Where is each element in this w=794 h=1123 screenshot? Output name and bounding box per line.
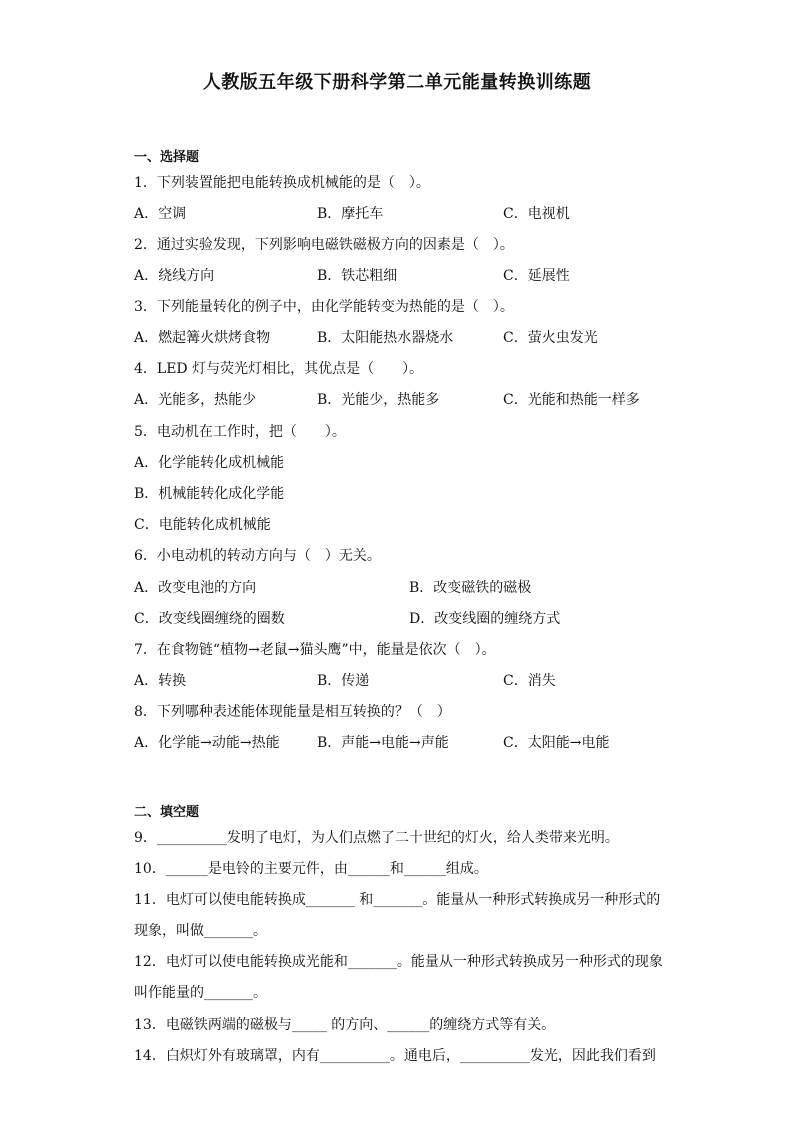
question-2-option-c: C．延展性 xyxy=(503,268,570,284)
question-14-line-1: 14．白炽灯外有玻璃罩，内有__________。通电后，__________发光，因此我们看到 xyxy=(134,1048,656,1064)
question-6-stem: 6．小电动机的转动方向与（ ）无关。 xyxy=(134,548,381,564)
question-3-stem: 3．下列能量转化的例子中，由化学能转变为热能的是（ ）。 xyxy=(134,299,514,315)
page-title: 人教版五年级下册科学第二单元能量转换训练题 xyxy=(202,72,592,93)
question-4-option-a: A．光能多，热能少 xyxy=(134,392,257,408)
question-3-option-c: C．萤火虫发光 xyxy=(503,330,598,346)
question-8-option-a: A．化学能→动能→热能 xyxy=(134,735,280,751)
question-13: 13．电磁铁两端的磁极与_____ 的方向、______的缠绕方式等有关。 xyxy=(134,1017,556,1033)
question-6-option-d: D．改变线圈的缠绕方式 xyxy=(409,611,561,627)
question-6-option-b: B．改变磁铁的磁极 xyxy=(409,580,532,596)
section-heading-fill: 二、填空题 xyxy=(134,805,200,820)
question-7-stem: 7．在食物链“植物→老鼠→猫头鹰”中，能量是依次（ ）。 xyxy=(134,642,496,658)
question-2-option-b: B．铁芯粗细 xyxy=(317,268,398,284)
section-heading-choice: 一、选择题 xyxy=(134,150,200,165)
question-6-option-c: C．改变线圈缠绕的圈数 xyxy=(134,611,285,627)
question-10: 10．______是电铃的主要元件，由______和______组成。 xyxy=(134,861,488,877)
question-2-stem: 2．通过实验发现，下列影响电磁铁磁极方向的因素是（ ）。 xyxy=(134,237,514,253)
question-5-option-a: A．化学能转化成机械能 xyxy=(134,455,285,471)
question-9: 9．__________发明了电灯，为人们点燃了二十世纪的灯火，给人类带来光明。 xyxy=(134,830,619,846)
question-5-stem: 5．电动机在工作时，把（ ）。 xyxy=(134,424,346,440)
question-8-stem: 8．下列哪种表述能体现能量是相互转换的？（ ） xyxy=(134,704,451,720)
question-3-option-b: B．太阳能热水器烧水 xyxy=(317,330,454,346)
question-11-line-2: 现象，叫做_______。 xyxy=(134,923,267,939)
question-2-option-a: A．绕线方向 xyxy=(134,268,215,284)
question-5-option-c: C．电能转化成机械能 xyxy=(134,517,271,533)
question-4-stem: 4．LED 灯与荧光灯相比，其优点是（ ）。 xyxy=(134,361,424,377)
question-8-option-c: C．太阳能→电能 xyxy=(503,735,610,751)
question-3-option-a: A．燃起篝火烘烤食物 xyxy=(134,330,271,346)
question-6-option-a: A．改变电池的方向 xyxy=(134,580,257,596)
question-12-line-1: 12．电灯可以使电能转换成光能和_______。能量从一种形式转换成另一种形式的现象 xyxy=(134,954,663,970)
question-7-option-b: B．传递 xyxy=(317,673,370,689)
question-1-option-c: C．电视机 xyxy=(503,206,570,222)
question-11-line-1: 11．电灯可以使电能转换成_______ 和_______。能量从一种形式转换成另一种形式的 xyxy=(134,892,661,908)
question-4-option-c: C．光能和热能一样多 xyxy=(503,392,640,408)
question-1-option-a: A．空调 xyxy=(134,206,187,222)
question-5-option-b: B．机械能转化成化学能 xyxy=(134,486,285,502)
question-1-stem: 1．下列装置能把电能转换成机械能的是（ ）。 xyxy=(134,175,430,191)
question-12-line-2: 叫作能量的_______。 xyxy=(134,985,267,1001)
question-4-option-b: B．光能少，热能多 xyxy=(317,392,440,408)
question-7-option-c: C．消失 xyxy=(503,673,556,689)
question-8-option-b: B．声能→电能→声能 xyxy=(317,735,449,751)
question-7-option-a: A．转换 xyxy=(134,673,187,689)
question-1-option-b: B．摩托车 xyxy=(317,206,384,222)
